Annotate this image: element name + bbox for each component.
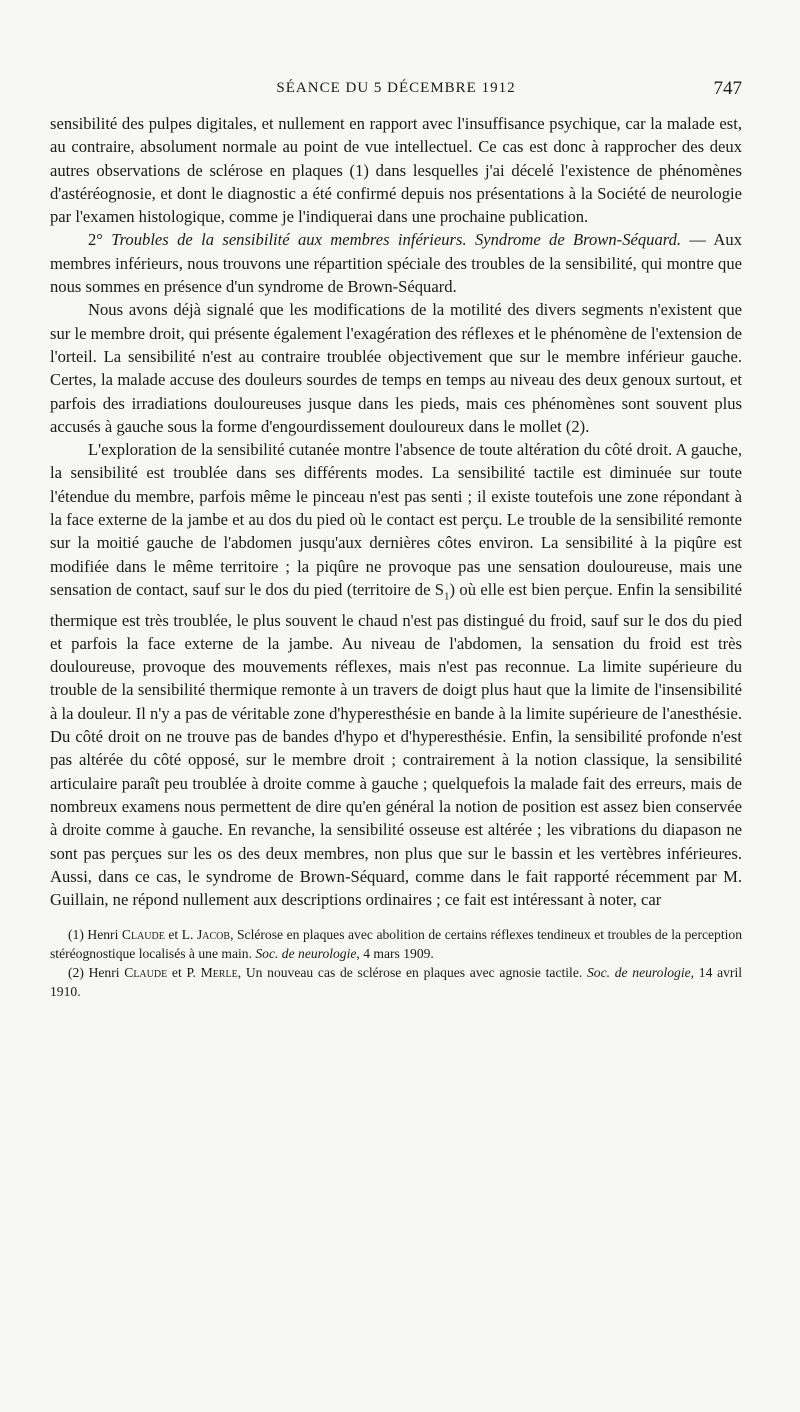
- running-title: SÉANCE DU 5 DÉCEMBRE 1912: [276, 80, 516, 96]
- footnote-2-author-first: Henri: [88, 965, 125, 981]
- footnote-1: [50, 925, 742, 963]
- paragraph-1-text: sensibilité des pulpes digitales, et nullement en rapport avec l'insuffisance psychique, car la malade est, au contraire, absolument normale au point de vue intellectuel. Ce cas est donc à rapprocher des deux autres observations de sclérose en plaques (1) dans lesquelles j'ai décelé l'existence de phénomènes d'astéréognosie, et dont le diagnostic a été confirmé depuis nos présentations à la Société de neurologie par l'examen histologique, comme je l'indiquerai dans une prochaine publication.: [50, 114, 742, 227]
- footnote-1-author-last: Claude: [121, 927, 165, 943]
- paragraph-3: [50, 298, 742, 438]
- page: [50, 78, 742, 1001]
- footnote-1-author-first: Henri: [87, 927, 122, 943]
- paragraph-4-text-a: L'exploration de la sensibilité cutanée montre l'absence de toute altération du côté droit. A gauche, la sensibilité est troublée dans ses différents modes. La sensibilité tactile est diminuée sur toute l'étendue du membre, parfois même le pinceau n'est pas senti ; il existe toutefois une zone répondant à la face externe de la jambe et au dos du pied où le contact est perçu. Le trouble de la sensibilité remonte sur la moitié gauche de l'abdomen jusqu'aux dernières côtes environ. La sensibilité à la piqûre est modifiée dans le même territoire ; la piqûre ne provoque pas une sensation douloureuse, mais une sensation de contact, sauf sur le dos du pied (territoire de S: [50, 440, 742, 599]
- section-number: 2°: [88, 230, 112, 250]
- paragraph-2: [50, 228, 742, 298]
- footnote-1-coauthor: Jacob: [196, 927, 231, 943]
- footnote-1-date: , 4 mars 1909.: [356, 946, 434, 962]
- paragraph-3-text: Nous avons déjà signalé que les modifications de la motilité des divers segments n'existent que sur le membre droit, qui présente également l'exagération des réflexes et le phénomène de l'extension de l'orteil. La sensibilité n'est au contraire troublée objectivement que sur le membre inférieur gauche. Certes, la malade accuse des douleurs sourdes de temps en temps au niveau des deux genoux surtout, et parfois des irradiations douloureuses jusque dans les pieds, mais ces phénomènes sont souvent plus accusés à gauche sous la forme d'engourdissement douloureux dans le mollet (2).: [50, 300, 742, 436]
- footnote-2-title: , Un nouveau cas de sclérose en plaques avec agnosie tactile.: [237, 965, 587, 981]
- footnote-2-journal: Soc. de neurologie: [586, 965, 691, 981]
- body-text: [50, 112, 742, 911]
- footnotes: [50, 925, 742, 1001]
- footnote-1-mark: (1): [68, 927, 88, 943]
- section-heading: Troubles de la sensibilité aux membres inférieurs. Syndrome de Brown-Séquard.: [111, 230, 682, 250]
- footnote-2: [50, 963, 742, 1001]
- paragraph-2-text: — Aux membres inférieurs, nous trouvons une répartition spéciale des troubles de la sensibilité, qui montre que nous sommes en présence d'un syndrome de Brown-Séquard.: [50, 230, 742, 297]
- running-header: [50, 78, 742, 106]
- footnote-1-conj: et L.: [164, 927, 197, 943]
- paragraph-4: [50, 438, 742, 911]
- footnote-2-mark: (2): [68, 965, 89, 981]
- subscript-s1: 1: [444, 590, 450, 603]
- footnote-2-date: , 14 avril 1910.: [50, 965, 743, 1000]
- paragraph-1: [50, 112, 742, 228]
- footnote-2-author-last: Claude: [124, 965, 168, 981]
- paragraph-4-text-b: ) où elle est bien perçue. Enfin la sensibilité thermique est très troublée, le plus souvent le chaud n'est pas distingué du froid, sauf sur le dos du pied et parfois la face externe de la jambe. Au niveau de l'abdomen, la sensation du froid est très douloureuse, provoque des mouvements réflexes, mais n'est pas reconnue. La limite supérieure du trouble de la sensibilité thermique remonte à un travers de doigt plus haut que la limite de l'insensibilité à la douleur. Il n'y a pas de véritable zone d'hyperesthésie en bande à la limite supérieure de l'anesthésie. Du côté droit on ne trouve pas de bandes d'hypo et d'hyperesthésie. Enfin, la sensibilité profonde n'est pas altérée du côté opposé, sur le membre droit ; contrairement à la notion classique, la sensibilité articulaire paraît peu troublée à droite comme à gauche ; quelquefois la malade fait des erreurs, mais de nombreux examens nous permettent de dire qu'en général la notion de position est assez bien conservée à droite comme à gauche. En revanche, la sensibilité osseuse est altérée ; les vibrations du diapason ne sont pas perçues sur les os des deux membres, non plus que sur le bassin et les vertèbres inférieures. Aussi, dans ce cas, le syndrome de Brown-Séquard, comme dans le fait rapporté récemment par M. Guillain, ne répond nullement aux descriptions ordinaires ; ce fait est intéressant à noter, car: [50, 579, 742, 910]
- footnote-1-journal: Soc. de neurologie: [255, 946, 357, 962]
- page-number: 747: [713, 78, 742, 99]
- footnote-1-title: , Sclérose en plaques avec abolition de certains réflexes tendineux et troubles de la perception stéréognostique localisés à une main.: [50, 927, 742, 962]
- footnote-2-coauthor: Merle: [200, 965, 238, 981]
- footnote-2-conj: et P.: [167, 965, 201, 981]
